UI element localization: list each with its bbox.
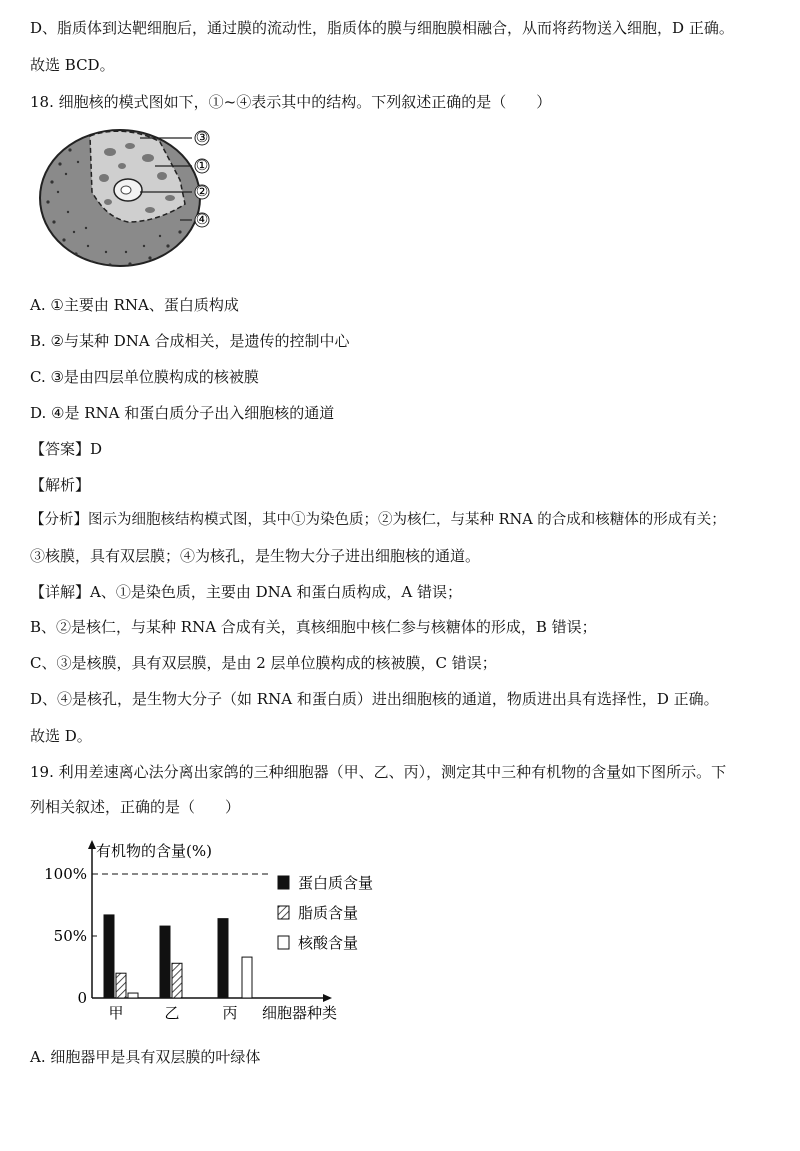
q18-analysis-line-1: 【分析】图示为细胞核结构模式图，其中①为染色质；②为核仁，与某种 RNA 的合成和核糖体的形成有关； [30,512,726,528]
q18-option-a: A. ①主要由 RNA、蛋白质构成 [30,296,239,314]
q18-detail-line-4: D、④是核孔，是生物大分子（如 RNA 和蛋白质）进出细胞核的通道，物质进出具有选择性，D 正确。 [30,690,719,708]
x-axis-title: 细胞器种类 [262,1004,338,1022]
bar-丙-蛋白质含量 [218,919,228,998]
y-tick-label: 0 [77,989,87,1007]
q18-detail-line-2: B、②是核仁，与某种 RNA 合成有关，真核细胞中核仁参与核糖体的形成，B 错误； [30,618,597,636]
bar-甲-核酸含量 [128,993,138,998]
q18-option-d: D. ④是 RNA 和蛋白质分子出入细胞核的通道 [30,404,335,422]
bar-乙-蛋白质含量 [160,926,170,998]
y-tick-label: 50% [53,927,87,945]
bar-丙-核酸含量 [242,957,252,998]
q18-detail-line-3: C、③是核膜，具有双层膜，是由 2 层单位膜构成的核被膜，C 错误； [30,654,497,672]
label-4: ④ [195,212,209,228]
bar-甲-脂质含量 [116,973,126,998]
legend-swatch-nucleic-acid [278,936,289,949]
bar-乙-脂质含量 [172,963,182,998]
x-category-label: 丙 [222,1004,238,1022]
q18-analysis-line-2: ③核膜，具有双层膜；④为核孔，是生物大分子进出细胞核的通道。 [30,547,481,565]
legend-label-nucleic-acid: 核酸含量 [298,934,359,952]
q18-analysis-header: 【解析】 [30,476,91,494]
label-2: ② [195,184,209,200]
legend-swatch-protein [278,876,289,889]
q18-stem: 18. 细胞核的模式图如下，①~④表示其中的结构。下列叙述正确的是（ ） [30,93,552,111]
q18-detail-line-5: 故选 D。 [30,727,92,745]
bar-甲-蛋白质含量 [104,915,114,998]
x-category-label: 乙 [164,1004,180,1022]
q17-option-d-explanation: D、脂质体到达靶细胞后，通过膜的流动性，脂质体的膜与细胞膜相融合，从而将药物送入细胞，D 正确。 [30,19,734,37]
legend-label-protein: 蛋白质含量 [298,874,374,892]
q19-option-a: A. 细胞器甲是具有双层膜的叶绿体 [30,1048,261,1066]
x-category-label: 甲 [108,1004,124,1022]
organelle-chart-svg [30,830,410,1030]
q18-option-b: B. ②与某种 DNA 合成相关，是遗传的控制中心 [30,332,350,350]
q17-conclusion: 故选 BCD。 [30,56,115,74]
organelle-chart [30,830,410,1030]
q19-stem-line-1: 19. 利用差速离心法分离出家鸽的三种细胞器（甲、乙、丙），测定其中三种有机物的含量如下图所示。下 [30,763,727,781]
q19-stem-line-2: 列相关叙述，正确的是（ ） [30,798,241,816]
legend-swatch-lipid [278,906,289,919]
y-tick-label: 100% [44,865,87,883]
q18-detail-line-1: 【详解】A、①是染色质，主要由 DNA 和蛋白质构成，A 错误； [30,583,462,601]
q18-answer: 【答案】D [30,440,103,458]
legend-label-lipid: 脂质含量 [298,904,359,922]
label-1: ① [195,158,209,174]
nucleus-diagram [30,122,230,272]
label-3: ③ [195,130,209,146]
nucleus-diagram-svg [30,122,230,272]
legend [278,874,373,952]
q18-option-c: C. ③是由四层单位膜构成的核被膜 [30,368,259,386]
y-axis-title: 有机物的含量(%) [96,842,212,860]
